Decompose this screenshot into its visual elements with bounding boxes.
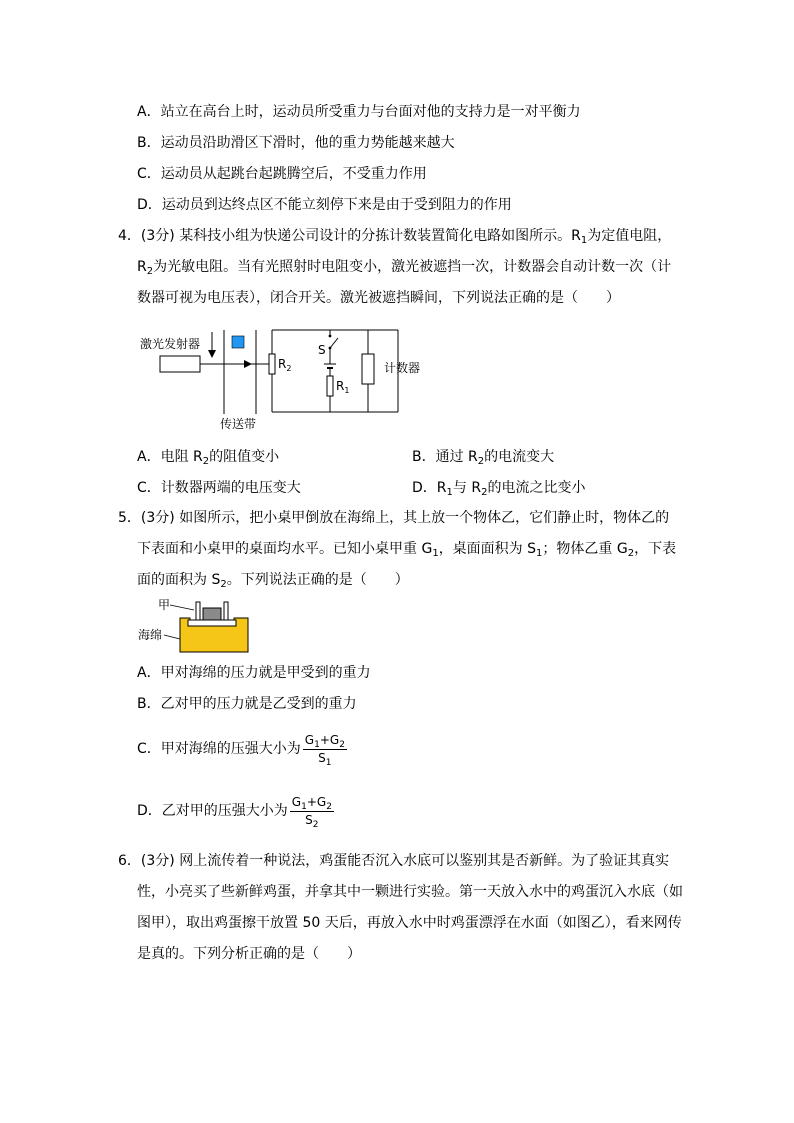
q5-stem-line1: 5．(3分) 如图所示，把小桌甲倒放在海绵上，其上放一个物体乙，它们静止时，物体乙的 — [118, 510, 670, 526]
r2-label: R — [278, 357, 287, 371]
conveyor-belt-label: 传送带 — [220, 417, 257, 431]
package-box — [232, 336, 244, 348]
laser-emitter — [160, 356, 200, 372]
q4-option-d: D．$R_1$与 $R_2$的电流之比变小 — [412, 480, 586, 498]
q5-option-d-fraction: $\frac{G_1+G_2}{S_2}$ — [291, 795, 332, 830]
r2-label-sub: 2 — [286, 364, 292, 373]
q4-stem-line2: $R_2$为光敏电阻。当有光照射时电阻变小，激光被遮挡一次，计数器会自动计数一次（计 — [137, 259, 672, 277]
q5-option-a: A．甲对海绵的压力就是甲受到的重力 — [137, 665, 371, 681]
q4-option-c: C．计数器两端的电压变大 — [137, 480, 301, 496]
switch-s — [330, 338, 338, 348]
sponge-label: 海绵 — [138, 628, 163, 642]
object-yi — [203, 608, 221, 620]
q5-stem-line2: 下表面和小桌甲的桌面均水平。已知小桌甲重 $G_1$，桌面面积为 $S_1$；物体乙重 $G_2$，下表 — [137, 541, 677, 559]
q5-option-d: D．乙对甲的压强大小为 $\frac{G_1+G_2}{S_2}$ — [137, 795, 332, 830]
svg-text:R1 — [336, 379, 349, 395]
q4-option-a: A．电阻 $R_2$的阻值变小 — [137, 449, 280, 467]
svg-text:R2 — [278, 357, 291, 373]
q4-stem-line1: 4．(3分) 某科技小组为快递公司设计的分拣计数装置简化电路如图所示。$R_1$为定值电阻， — [118, 228, 672, 246]
q5-stem-line3: 面的面积为 $S_2$。下列说法正确的是（ ） — [137, 572, 409, 590]
counter-device — [362, 354, 374, 384]
q5-option-c-fraction: $\frac{G_1+G_2}{S_1}$ — [304, 733, 345, 768]
table-leg-left — [196, 602, 200, 620]
table-leg-right — [224, 602, 228, 620]
q5-option-b: B．乙对甲的压力就是乙受到的重力 — [137, 696, 357, 712]
q4-circuit-figure — [136, 318, 436, 434]
r1-label-sub: 1 — [344, 386, 350, 395]
laser-emitter-label: 激光发射器 — [140, 337, 201, 351]
q4-option-b: B．通过 $R_2$的电流变大 — [412, 449, 555, 467]
laser-arrow-head — [244, 360, 252, 368]
q6-stem-line4: 是真的。下列分析正确的是（ ） — [137, 946, 361, 962]
q5-sponge-figure — [136, 596, 256, 658]
q6-stem-line3: 图甲），取出鸡蛋擦干放置 50 天后，再放入水中时鸡蛋漂浮在水面（如图乙），看来网传 — [137, 915, 682, 931]
q4-stem-line3: 数器可视为电压表），闭合开关。激光被遮挡瞬间，下列说法正确的是（ ） — [137, 290, 620, 306]
q3-option-d: D．运动员到达终点区不能立刻停下来是由于受到阻力的作用 — [137, 197, 512, 213]
r1-resistor — [327, 376, 333, 396]
counter-label: 计数器 — [384, 361, 421, 375]
q3-option-a: A．站立在高台上时，运动员所受重力与台面对他的支持力是一对平衡力 — [137, 104, 581, 120]
r2-resistor — [269, 354, 275, 374]
q3-option-c: C．运动员从起跳台起跳腾空后，不受重力作用 — [137, 166, 427, 182]
table-top — [188, 620, 236, 626]
q6-stem-line2: 性，小亮买了些新鲜鸡蛋，并拿其中一颗进行实验。第一天放入水中的鸡蛋沉入水底（如 — [137, 884, 683, 900]
switch-label: S — [318, 343, 326, 357]
q3-option-b: B．运动员沿助滑区下滑时，他的重力势能越来越大 — [137, 135, 455, 151]
q5-option-c: C．甲对海绵的压强大小为 $\frac{G_1+G_2}{S_1}$ — [137, 733, 345, 768]
r1-label: R — [336, 379, 345, 393]
table-jia-label: 甲 — [158, 598, 171, 612]
q6-stem-line1: 6．(3分) 网上流传着一种说法，鸡蛋能否沉入水底可以鉴别其是否新鲜。为了验证其真实 — [118, 853, 670, 869]
